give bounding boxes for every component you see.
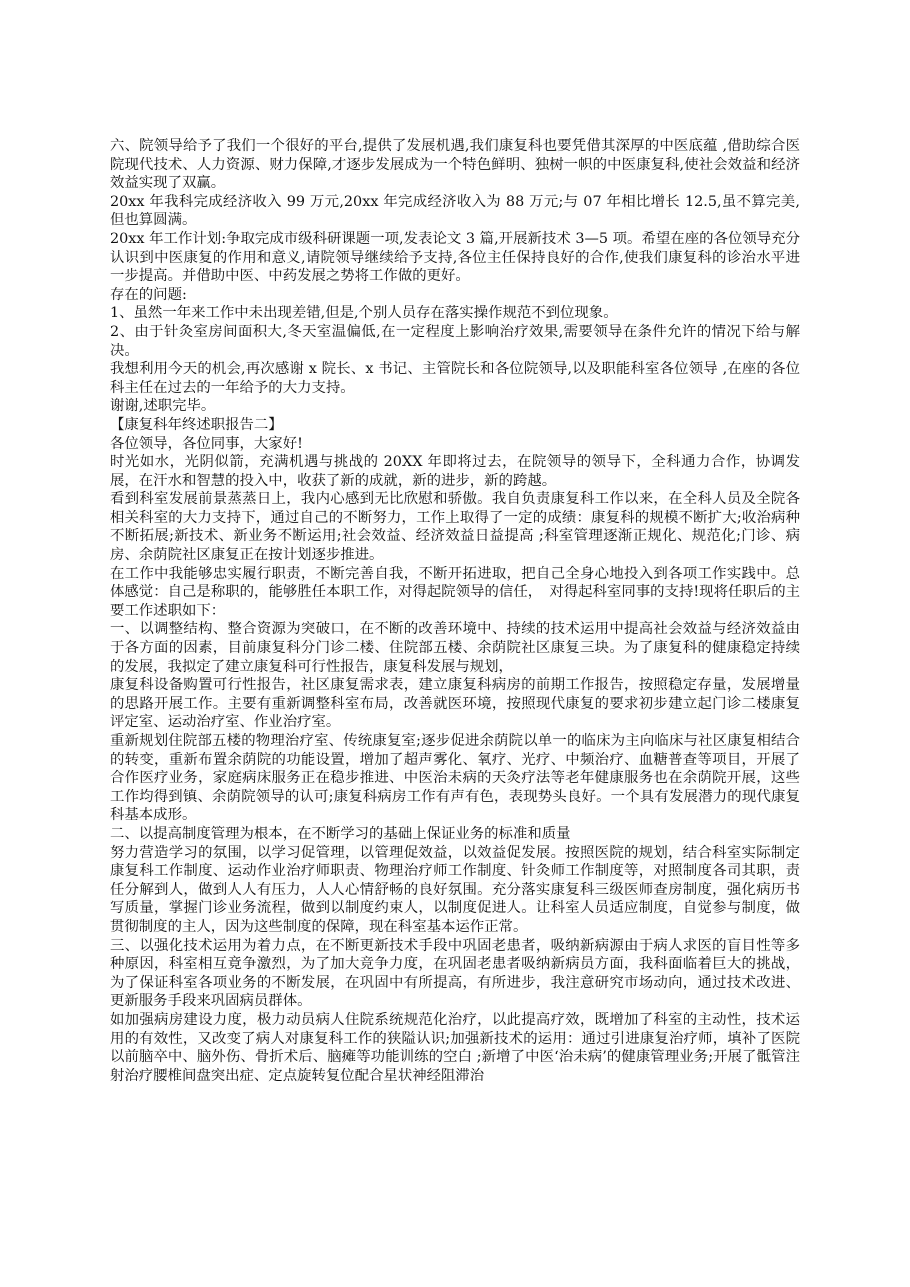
paragraph-problem-1: 1、虽然一年来工作中未出现差错,但是,个别人员存在落实操作规范不到位现象。 — [110, 305, 618, 322]
paragraph-section-one: 一、以调整结构、整合资源为突破口，在不断的改善环境中、持续的技术运用中提高社会效益与经济效益由于各方面的因素，目前康复科分门诊二楼、住院部五楼、余荫院社区康复三块。为了康复科的健康稳定持续的发展，我拟定了建立康复科可行性报告，康复科发展与规划， — [110, 621, 800, 675]
paragraph-problem-2: 2、由于针灸室房间面积大,冬天室温偏低,在一定程度上影响治疗效果,需要领导在条件允许的情况下给与解决。 — [110, 323, 800, 359]
paragraph-closing: 谢谢,述职完毕。 — [110, 398, 216, 415]
paragraph-equipment: 康复科设备购置可行性报告，社区康复需求表，建立康复科病房的前期工作报告，按照稳定存量，发展增量的思路开展工作。主要有重新调整科室布局，改善就医环境，按照现代康复的要求初步建立起门诊二楼康复评定室、运动治疗室、作业治疗室。 — [110, 677, 800, 731]
paragraph-work-plan: 20xx 年工作计划:争取完成市级科研课题一项,发表论文 3 篇,开展新技术 3—5 项。希望在座的各位领导充分认识到中医康复的作用和意义,请院领导继续给予支持,各位主任保持良好的合作,使我们康复科的诊治水平进一步提高。并借助中医、中药发展之势将工作做的更好。 — [110, 230, 800, 285]
paragraph-achievement-summary: 六、院领导给予了我们一个很好的平台,提供了发展机遇,我们康复科也要凭借其深厚的中医底蕴 ,借助综合医院现代技术、人力资源、财力保障,才逐步发展成为一个特色鲜明、独树一帜的中医康复科,使社会效益和经济效益实现了双赢。 — [110, 138, 800, 192]
paragraph-ward-building: 如加强病房建设力度，极力动员病人住院系统规范化治疗，以此提高疗效，既增加了科室的主动性，技术运用的有效性，又改变了病人对康复科工作的狭隘认识;加强新技术的运用：通过引进康复治疗师，填补了医院以前脑卒中、脑外伤、骨折术后、脑瘫等功能训练的空白 ;新增了中医‘治未病’的健康管理业务;开展了骶管注射治疗腰椎间盘突出症、定点旋转复位配合星状神经阻滞治 — [110, 1011, 800, 1084]
paragraph-self-assessment: 在工作中我能够忠实履行职责，不断完善自我，不断开拓进取，把自己全身心地投入到各项工作实践中。总体感觉：自己是称职的，能够胜任本职工作，对得起院领导的信任， 对得起科室同事的支持!现将任职后的主要工作述职如下： — [110, 565, 800, 619]
paragraph-greeting: 各位领导，各位同事，大家好! — [110, 435, 303, 452]
section-title-report-two: 【康复科年终述职报告二】 — [110, 416, 283, 433]
paragraph-section-two-heading: 二、以提高制度管理为根本，在不断学习的基础上保证业务的标准和质量 — [110, 825, 571, 842]
paragraph-replanning: 重新规划住院部五楼的物理治疗室、传统康复室;逐步促进余荫院以单一的临床为主向临床与社区康复相结合的转变，重新布置余荫院的功能设置，增加了超声雾化、氧疗、光疗、中频治疗、血糖普查等项目，开展了合作医疗业务，家庭病床服务正在稳步推进、中医治未病的天灸疗法等老年健康服务也在余荫院开展，这些工作均得到镇、余荫院领导的认可;康复科病房工作有声有色，表现势头良好。一个具有发展潜力的现代康复科基本成形。 — [110, 733, 800, 824]
paragraph-revenue: 20xx 年我科完成经济收入 99 万元,20xx 年完成经济收入为 88 万元;与 07 年相比增长 12.5,虽不算完美,但也算圆满。 — [110, 193, 800, 229]
paragraph-learning: 努力营造学习的氛围，以学习促管理，以管理促效益，以效益促发展。按照医院的规划，结合科室实际制定康复科工作制度、运动作业治疗师职责、物理治疗师工作制度、针灸师工作制度等，对照制度各司其职，责任分解到人，做到人人有压力，人人心情舒畅的良好氛围。充分落实康复科三级医师查房制度，强化病历书写质量，掌握门诊业务流程，做到以制度约束人，以制度促进人。让科室人员适应制度，自觉参与制度，做贯彻制度的主人，因为这些制度的保障，现在科室基本运作正常。 — [110, 844, 800, 935]
paragraph-section-three: 三、以强化技术运用为着力点，在不断更新技术手段中巩固老患者，吸纳新病源由于病人求医的盲目性等多种原因，科室相互竟争激烈，为了加大竞争力度，在巩固老患者吸纳新病员方面，我科面临着巨大的挑战，为了保证科室各项业务的不断发展，在巩固中有所提高，有所进步，我注意研究市场动向，通过技术改进、更新服务手段来巩固病员群体。 — [110, 937, 800, 1010]
paragraph-thanks: 我想利用今天的机会,再次感谢 x 院长、x 书记、主管院长和各位院领导,以及职能科室各位领导 ,在座的各位科主任在过去的一年给予的大力支持。 — [110, 361, 800, 396]
document-page — [110, 137, 800, 1085]
paragraph-problems-heading: 存在的问题: — [110, 286, 187, 303]
paragraph-achievements: 看到科室发展前景蒸蒸日上，我内心感到无比欣慰和骄傲。我自负责康复科工作以来，在全科人员及全院各相关科室的大力支持下，通过自己的不断努力，工作上取得了一定的成绩：康复科的规模不断扩大;收治病种不断拓展;新技术、新业务不断运用;社会效益、经济效益日益提高 ;科室管理逐渐正规化、规范化;门诊、病房、余荫院社区康复正在按计划逐步推进。 — [110, 491, 800, 564]
paragraph-intro: 时光如水，光阴似箭，充满机遇与挑战的 20XX 年即将过去，在院领导的领导下，全科通力合作，协调发展，在汗水和智慧的投入中，收获了新的成就，新的进步，新的跨越。 — [110, 454, 800, 489]
